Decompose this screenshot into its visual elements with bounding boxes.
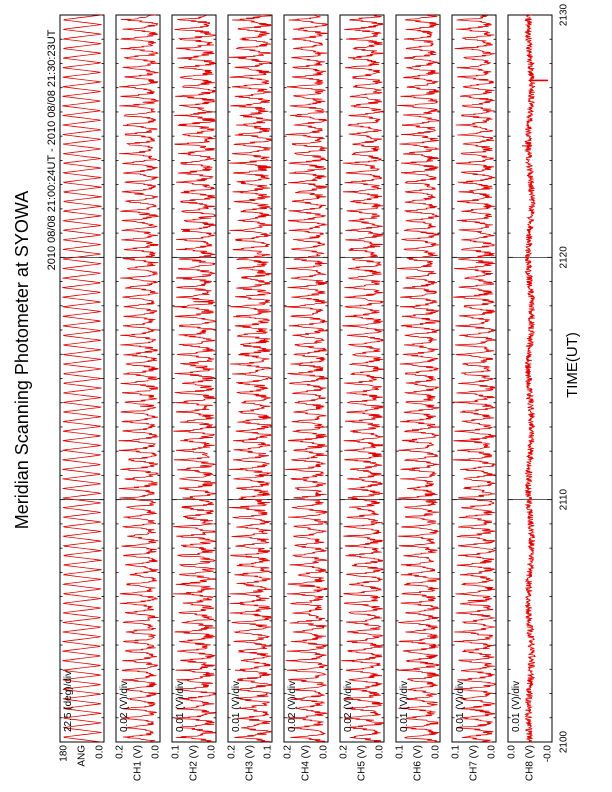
trace-ch2	[173, 15, 215, 742]
panel-ch4	[283, 15, 330, 781]
ytick-bottom: 0.0	[430, 745, 442, 759]
xtick-label: 2110	[558, 488, 570, 511]
trace-ch3	[229, 15, 271, 742]
channel-label: CH7 (V)	[468, 745, 480, 782]
ytick-bottom: 0.0	[318, 745, 330, 759]
trace-ch7	[453, 15, 495, 742]
ytick-top: 0.2	[282, 745, 294, 759]
panel-ch2	[171, 15, 218, 781]
ytick-bottom: 0.0	[374, 745, 386, 759]
ytick-top: 0.0	[506, 745, 518, 759]
channel-label: CH5 (V)	[356, 745, 368, 782]
scale-label: 0.02 (V)/div	[287, 680, 298, 732]
scale-label: 0.01 (V)/div	[455, 680, 466, 732]
ytick-bottom: 0.0	[486, 745, 498, 759]
scale-label: 0.02 (V)/div	[119, 680, 130, 732]
trace-ch1	[119, 15, 159, 742]
scale-label: 0.02 (V)/div	[343, 680, 354, 732]
panel-ch7	[451, 15, 498, 781]
channel-label: CH6 (V)	[412, 745, 424, 782]
ytick-bottom: 0.0	[150, 745, 162, 759]
panel-ch8	[507, 15, 554, 781]
panel-frame	[60, 15, 104, 742]
ytick-top: 0.2	[338, 745, 350, 759]
trace-ch5	[341, 15, 383, 742]
trace-ch4	[285, 15, 327, 742]
channel-label: CH8 (V)	[524, 745, 536, 782]
scale-label: 22.5 (deg)/div	[63, 670, 74, 732]
x-axis-label: TIME(UT)	[564, 332, 581, 398]
panel-ang	[59, 15, 106, 767]
xtick-label: 2130	[558, 3, 570, 27]
channel-label: ANG	[76, 745, 88, 767]
ytick-top: 0.1	[394, 745, 406, 759]
channel-label: CH4 (V)	[300, 745, 312, 782]
trace-ch6	[397, 15, 439, 742]
trace-ch8	[525, 15, 535, 742]
ytick-top: 0.1	[450, 745, 462, 759]
panel-ch3	[227, 15, 274, 781]
channel-label: CH2 (V)	[188, 745, 200, 782]
channel-label: CH1 (V)	[132, 745, 144, 782]
ytick-top: 0.2	[226, 745, 238, 759]
xtick-label: 2120	[558, 246, 570, 269]
ytick-top: 0.2	[114, 745, 126, 759]
panel-ch1	[115, 15, 162, 781]
scale-label: 0.01 (V)/div	[399, 680, 410, 732]
ytick-bottom: 0.1	[262, 745, 274, 759]
panel-ch5	[339, 15, 386, 781]
ytick-bottom: 0.0	[206, 745, 218, 759]
ytick-top: 0.1	[170, 745, 182, 759]
ytick-bottom: 0.0	[94, 745, 106, 759]
xtick-label: 2100	[558, 730, 570, 754]
ytick-top: 180	[58, 745, 70, 762]
chart-title: Meridian Scanning Photometer at SYOWA	[12, 190, 32, 530]
scale-label: 0.01 (V)/div	[231, 680, 242, 732]
chart-subtitle: 2010 08/08 21:00:24UT - 2010 08/08 21:30:23UT	[46, 29, 58, 271]
trace-ang	[62, 15, 102, 742]
ytick-bottom: -0.0	[542, 745, 554, 763]
channel-label: CH3 (V)	[244, 745, 256, 782]
scale-label: 0.01 (V)/div	[511, 680, 522, 732]
panel-ch6	[395, 15, 442, 781]
scale-label: 0.01 (V)/div	[175, 680, 186, 732]
